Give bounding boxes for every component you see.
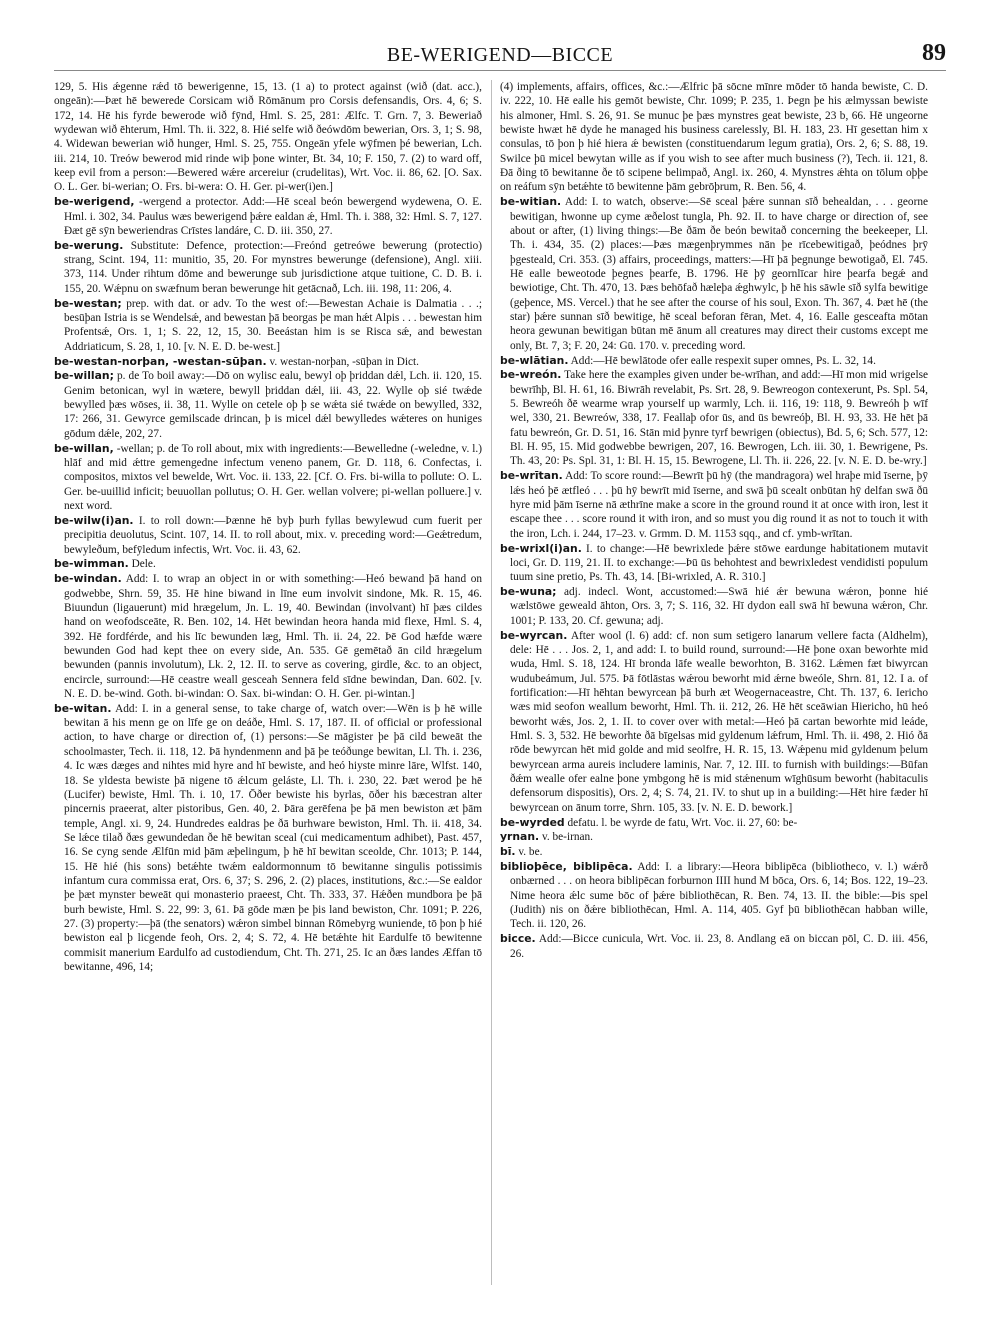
entry-headword: be-wyrcan. [500, 628, 568, 642]
entry-text: -wergend a protector. Add:—Hē sceal beón bewergend wydewena, O. E. Hml. i. 302, 34. Paulus wæs bewerigend þǽre ealdan ǽ, Hml. Th. i. 388, 32: Hml. S. 7, 127. Ðæt gē sȳn beweriendras Crīstes landáre, C. D. iii. 350, 27. [64, 196, 482, 237]
entry-text: 129, 5. His ǽgenne rǽd tō bewerigenne, 15, 13. (1 a) to protect against (wið (dat. acc.), ongeān):—Þæt hē bewerede Corsicam wið Rōmānum pro Corsis defensandis, Ors. 4, 6; S. 172, 14. Hē his fyrde bewerode wið fȳnd, Hml. S. 25, 281: Ælfc. T. Grn. 7, 3. Beweriað wydewan wið ēhterum, Hml. Th. ii. 322, 8. Hié selfe wið ðeówdōm bewerian, Ors. 3, 1; S. 98, 4. Widewan bewerian wið hunger, Hml. S. 25, 755. Ongeān yfele wȳfmen þé bewerian, Lch. iii. 214, 10. Treów bewerod mid rinde wiþ þone winter, Bt. 34, 10; F. 150, 7. (2) to ward off, keep evil from a person:—Bewered wǽre arcereiur (crudelitas), Wrt. Voc. ii. 86, 62. [O. Sax. O. L. Ger. bi-werian; O. Frs. bi-wera: O. H. Ger. pi-wer(i)en.] [54, 81, 482, 194]
entry-headword: be-werung. [54, 238, 124, 252]
entry-headword: be-wyrded [500, 815, 565, 829]
entry-text: Add:—Hē bewlātode ofer ealle respexit super omnes, Ps. L. 32, 14. [570, 354, 876, 367]
entry-headword: bicce. [500, 932, 536, 946]
dictionary-entry [54, 442, 482, 514]
entry-text: Add: To score round:—Bewrīt þū hȳ (the mandragora) wel hraþe mid īserne, þȳ lǽs heó þē ætfleó . . . þū hȳ bewrīt mid īserne, and swā þū scealt onbūtan hȳ delfan swā ðū hyre mid þām īserne nā æthrīne make a score in the ground round it at once with iron, lest it escape thee . . . score round it with iron, and so must you dig round it as not to touch it with the iron, Lch. i. 244, 17–23. v. Grmm. D. M. 1153 sqq., and cf. ymb-wrītan. [510, 470, 928, 540]
entry-headword: be-wimman. [54, 557, 129, 571]
entry-headword: be-witan. [54, 701, 112, 715]
entry-headword: be-wlātian. [500, 353, 569, 367]
entry-text: defatu. l. be wyrde de fatu, Wrt. Voc. ii. 27, 60: be- [567, 816, 798, 829]
dictionary-entry [54, 572, 482, 701]
entry-headword: be-wrixl(i)an. [500, 541, 582, 555]
entry-text: (4) implements, affairs, offices, &c.:—Ælfric þā sōcne mīnre mōder tō handa bewiste, C. D. iv. 222, 10. Hē ealle his gemōt bewiste, Chr. 1099; P. 235, 1. Þegn þe his ælmyssan bewiste his almoner, Hml. S. 26, 91. Se munuc þe þæs mynstres geat bewiste, 23 b, 66. Hē ungeorne bewiste hwæt hē dyde he managed his business carelessly, Bl. H. 183, 23. Hī gesettan him x consulas, tō þon þ hié hiera ǽ bewisten (constituendarum legum gratia), Ors. 2, 6; S. 88, 19. Swilce þū micel bewytan wille as if you wish to see after much business (?), Tech. ii. 121, 8. Ðā ðing tō bewitanne ðe tō scipene belimpað, Angl. ix. 260, 4. Mynstres ǽhta on tōlum oþþe on reáfum sȳn betǽhte tō bewitenne þām gebrōþrum, R. Ben. 56, 4. [500, 81, 928, 194]
entry-text: -wellan; p. de To roll about, mix with ingredients:—Bewelledne (-weledne, v. l.) hlāf and mid ǽttre gemengedne infectum veneno panem, Gr. D. 118, 6. Confectas, i. compositos, mixtos vel bewelde, Wrt. Voc. ii. 133, 22. [Cf. O. Frs. bi-willa to pollute: O. L. Ger. be-uuillid inficit; beuuollan pollutus; O. H. Ger. wellan volvere; pi-wellan polluere.] v. next word. [64, 442, 482, 512]
entry-headword: be-westan-norþan, -westan-sūþan. [54, 354, 267, 368]
left-column [54, 80, 482, 1290]
dictionary-entry [54, 355, 482, 369]
entry-headword: be-werigend, [54, 195, 135, 209]
dictionary-entry [500, 80, 928, 195]
entry-headword: be-wrītan. [500, 469, 563, 483]
page-number: 89 [922, 40, 946, 66]
dictionary-entry [54, 369, 482, 441]
dictionary-entry [54, 297, 482, 354]
entry-text: adj. indecl. Wont, accustomed:—Swā hié ǽr bewuna wǽron, þonne hié wælstōwe geweald āhton, Ors. 3, 7; S. 116, 32. Hī dydon eall swā hī bewuna wǽron, Chr. 1001; P. 133, 20. Cf. gewuna; adj. [510, 586, 928, 627]
dictionary-entry [54, 557, 482, 571]
entry-text: I. to roll down:—Þænne hē byþ þurh fyllas bewylewud cum fuerit per precipitia deuolutus, Scint. 107, 14. II. to roll about, mix. v. preceding word:—Geǽtredum, bewyleðum, befȳledum infectis, Wrt. Voc. ii. 43, 62. [64, 514, 482, 556]
dictionary-entry [500, 195, 928, 353]
dictionary-entry [500, 542, 928, 585]
entry-text: Take here the examples given under be-wrīhan, and add:—Hī mon mid wrigelse bewrīhþ, Bl. H. 61, 16. Biwrāh revelabit, Ps. Srt. 28, 9. Bewreogon contexerunt, Ps. Spl. 54, 5. Bewreóh ðē wearme wrap yourself up warmly, Lch. ii. 116, 19: 118, 9. Bewreóh þ wīf wel, 330, 21. Bewreów, 338, 17. Feallaþ ofor ūs, and ūs bewreóþ, Bl. H. 93, 33. Hē hēt þā fatu bewreón, Gr. D. 51, 16. Stān mid þynre tyrf bewrigen (obiectus), Bd. 5, 6; Sch. 577, 12: Bl. H. 95, 15. Mid godwebbe bewrigen, 207, 16. Bewrogen, Lch. iii. 30, 1. Bewrigene, Ps. Th. 43, 20: Ps. Spl. 31, 1: Bl. H. 15, 15. Bewrogene, Ll. Th. ii. 226, 22. [v. N. E. D. be-wry.] [510, 369, 928, 468]
entry-text: v. be-irnan. [541, 831, 593, 844]
entry-headword: be-willan, [54, 441, 114, 455]
running-head [54, 40, 946, 71]
entry-headword: be-witian. [500, 195, 562, 209]
dictionary-entry [54, 80, 482, 195]
dictionary-entry [500, 368, 928, 468]
entry-text: Substitute: Defence, protection:—Freónd getreówe bewerung (protectio) strang, Scint. 194, 11: munitio, 35, 20. For mynstres bewerunge (defensione), Angl. xiii. 373, 114. Under rihtum dōme and bewerunge sub jurisdictione atque tuitione, C. D. B. i. 155, 20. Wǽpnu on swæfnum beran bewerunge hit getācnað, Lch. iii. 198, 11: 206, 4. [64, 239, 482, 295]
entry-text: v. westan-norþan, -sūþan in Dict. [269, 355, 419, 368]
running-title: BE-WERIGEND—BICCE [386, 44, 614, 66]
entry-text: prep. with dat. or adv. To the west of:—Bewestan Achaie is Dalmatia . . .; besūþan Istria is se Wendelsǽ, and bewestan þā beorgas þe man hǽt Alpis . . . bewestan him Profentsǽ, Ors. 1, 1; S. 22, 12, 15, 30. Beeástan him is se Risca sǽ, and bewestan Addriaticum, S. 28, 1, 10. [v. N. E. D. be-west.] [64, 297, 482, 353]
entry-text: Add: I. to watch, observe:—Sē sceal þǽre sunnan sīð behealdan, . . . georne bewitigan, hwonne up cyme æðelost tungla, Ph. 92. II. to have charge or direction of, see about or after, (1) living things:—Be ðām ðe beón bewitað concerning the beekeeper, Ll. Th. i. 434, 35. (2) places:—Þæs mægenþrymmes nān þe rīcebewitigað, þeódnes þrȳ þgesteald, Cri. 353. (3) affairs, proceedings, matters:—Hī þā þegnunge bewotigað, El. 745. Hē ealle beweotode þegnes þearfe, B. 1796. Hē þȳ geornlīcar hire þearfa begǽ and bewiotige, Cht. Th. 470, 13. Þæs behōfað hæleþa ǽghwylc, þ hē his sāwle sīð sylfa bewitige (geþence, MS. Vercel.) that he see after the course of his soul, Exon. Th. 367, 4. Þæt hē (the star) þǽre sunnan sīð bewitige, hē sceal beforan fēran, Met. 4, 16. Ealle gesceafta mōtan heora gewunan bewitigan būtan mē ānum all creatures may direct their customs except me only, Bt. 7, 3; F. 20, 24: Gū. 170. v. preceding word. [510, 196, 928, 352]
entry-headword: bī. [500, 845, 516, 859]
entry-headword: be-wuna; [500, 585, 557, 599]
dictionary-entry [500, 845, 928, 859]
dictionary-entry [500, 830, 928, 844]
dictionary-entry [54, 514, 482, 557]
entry-text: Add:—Bicce cunicula, Wrt. Voc. ii. 23, 8. Andlang eā on biccan pōl, C. D. iii. 456, 26. [510, 933, 928, 960]
dictionary-entry [54, 239, 482, 296]
dictionary-entry [500, 469, 928, 541]
dictionary-entry [500, 816, 928, 830]
dictionary-entry [54, 195, 482, 238]
entry-headword: be-willan; [54, 369, 114, 383]
dictionary-entry [500, 860, 928, 932]
entry-text: Dele. [131, 558, 156, 571]
entry-text: v. be. [518, 846, 543, 859]
entry-headword: biblioþēce, biblipēca. [500, 860, 633, 874]
entry-text: After wool (l. 6) add: cf. non sum setigero lanarum vellere facta (Aldhelm), dele: Hē . . . Jos. 2, 1, and add: I. to build round, surround:—Hē þone oxan beworhte mid wuda, Hml. S. 18, 124. Hī bronda lāfe wealle beworhton, B. 3162. Lǽmen fæt biwyrcan wudubeámum, Jul. 575. Þā fōtlāstas wǽrou beworht mid ǽrne bweóle, Shrn. 81, 12. I a. of fortification:—Hī hēhtan bewyrcean þā burh æt Weogernaceastre, Cht. Th. 137, 6. Iericho wæs mid seofon weallum beworht, Hml. Th. ii. 212, 26. Hē hēt sceāwian Hiericho, hū heó beworht wǽs, Jos. 2, 1. II. to cover over with metal:—Heó þā cartan beworhte mid leáde, Hml. S. 3, 532. Hē beworhte ðā bīgelsas mid gyldenum lǽfrum, Hml. Th. ii. 498, 2. Hió ðā rōde bewyrcan hēt mid golde and mid seolfre, H. R. 15, 13. Wǽpenu mid gyldenum þelum bewyrcean arma aureis includere laminis, Nar. 7, 12. III. to furnish with buildings:—Būfan ðǽm wealle ofer ealne þone ymbgong hē is mid stǽnenum wīghūsum beworht (habitaculis defensorum dispositis), Ors. 2, 4; S. 74, 21. IV. to shut up in a building:—Hēt hire fæder hī bewyrcean on ānum torre, Shrn. 105, 33. [v. N. E. D. bework.] [510, 629, 928, 814]
entry-headword: be-wreón. [500, 368, 562, 382]
entry-text: Add: I. in a general sense, to take charge of, watch over:—Wēn is þ hē wille bewitan ā his menn ge on līfe ge on deáðe, Hml. S. 17, 187. II. of official or professional action, to have charge or direction of, (1) persons:—Se māgister þe þā cild beweāt the schoolmaster, Tech. ii. 118, 12. Þā hyndenmenn and þā þe teóðunge bewitan, Ll. Th. i. 236, 4. Ic wæs dæges and nihtes mid hyre and hī bewiste, and heó hiyste minre lāre, Wlfst. 140, 18. Se yldesta bewiste þā nigene tō ǽlcum geláste, Ll. Th. i. 230, 22. Þæt werod þe hē (Lucifer) bewiste, Hml. Th. i. 10, 17. Ōðer bewiste his byrlas, ōðer his bæcestran alter pincernis praeerat, alter pistoribus, Gen. 40, 2. Þāra gerēfena þe þā men bewiston æt þām temple, Angl. xi. 9, 24. Hundredes ealdras þe ðā burhware bewiston, Hml. Th. ii. 418, 34. Se lǽce tilað ðæs gewundedan ðe hē bewitan sceal (cui medicamentum adhibet), Past. 457, 16. Se cyng sende Ælfūn mid þām æþelingum, þ hē hī bewitan sceolde, Chr. 1013; P. 144, 15. Hē hié (his sons) betǽhte twǽm ealdormonnum tō bewitanne singulis potissimis infantum cura commissa erat, Ors. 6, 37; S. 296, 2. (2) places, institutions, &c.:—Se ealdor þe þæt mynster beweāt qui monasterio praeest, Cht. Th. 333, 37. Hǽðen mundbora þe þā burh bewiste, Hml. S. 22, 99: 3, 61. Þā gōde mæn þe þis land bewiston, Chr. 1091; P. 226, 27. (3) property:—þā (the senators) wǽron simbel binnan Rōmebyrg wuniende, tō þon þ hié bewiston eal þ licgende feoh, Ors. 2, 4; S. 72, 4. Hē betǽhte hit Eardulfe tō bewitenne commisit manerium Eardulfo ad custodiendum, Cht. Th. 271, 25. Ic an ðæs landes Æffan tō bewitanne, 496, 14; [64, 702, 482, 973]
entry-text: Add: I. a library:—Heora biblipēca (bibliotheco, v. l.) wǽrð onbærned . . . on heora biblipēcan forburnon IIII hund M bōca, Ors. 6, 14; Bos. 122, 19–23. Nime heora ǽlc sume bōc of þǽre bibliothēcan, R. Ben. 74, 13. II. the bible:—Þis spel (Judith) nis on ðǽre bibliothēcan, Hml. A. 114, 405. Gyf þū bibliothēcan habban wille, Tech. ii. 120, 26. [510, 861, 928, 931]
dictionary-entry [500, 354, 928, 368]
entry-text: p. de To boil away:—Dō on wylisc ealu, bewyl oþ þriddan dǽl, Lch. ii. 120, 15. Genim betonican, wyl in wætere, bewyll þriddan dǽl, iii. 43, 22. Wylle oþ sié twǽde bewylled þæs wōses, ii. 38, 11. Wylle on cetele oþ þ se wǽta sié twǽde on bewylled, 332, 17: 266, 31. Gewyrce gemilscade drincan, þ is micel dǽl bewylledes wǽteres on huniges gōdum dǽle, 202, 27. [64, 370, 482, 440]
entry-text: Add: I. to wrap an object in or with something:—Heó bewand þā hand on godwebbe, Shrn. 59, 35. Hē hine biwand in līne eum involvit sindone, Mk. R. 15, 46. Biuundun (ligauerunt) mid hrægelum, Jn. L. 19, 40. Bewindan (involvant) hī þæs cildes hand on weofodsceāte, R. Ben. 102, 14. Hēt bewindan heora handa mid flexe, Hml. S. 4, 392. Hē fordférde, and his līc bewunden læg, Hml. Th. ii. 24, 22. Þē God hæfde wære bewunden God had kept thee on every side, An. 535. Gē gemētað ān cild hrægelum bewunden (pannis involutum), Lk. 2, 12. II. to serve as covering, girdle, &c. to an object, encircle, surround:—Hē ceastre weall gesceah Sennera feld sīdne bewindan, Dan. 602. [v. N. E. D. be-wind. Goth. bi-windan: O. Sax. bi-windan: O. H. Ger. pi-wintan.] [64, 573, 482, 700]
entry-headword: yrnan. [500, 830, 540, 844]
dictionary-entry [500, 629, 928, 815]
entry-text: I. to change:—Hē bewrixlede þǽre stōwe eardunge habitationem mutavit loci, Gr. D. 119, 21. II. to exchange:—Þū ūs behohtest and bewrixledest vendidisti populum tuum sine pretio, Ps. Th. 43, 14. [Bi-wrixled, A. R. 310.] [510, 542, 928, 584]
entry-headword: be-westan; [54, 296, 122, 310]
entry-headword: be-windan. [54, 572, 122, 586]
column-divider [491, 80, 492, 1285]
right-column [500, 80, 928, 1290]
dictionary-entry [500, 932, 928, 961]
dictionary-entry [54, 702, 482, 975]
entry-headword: be-wilw(i)an. [54, 513, 134, 527]
dictionary-entry [500, 585, 928, 628]
